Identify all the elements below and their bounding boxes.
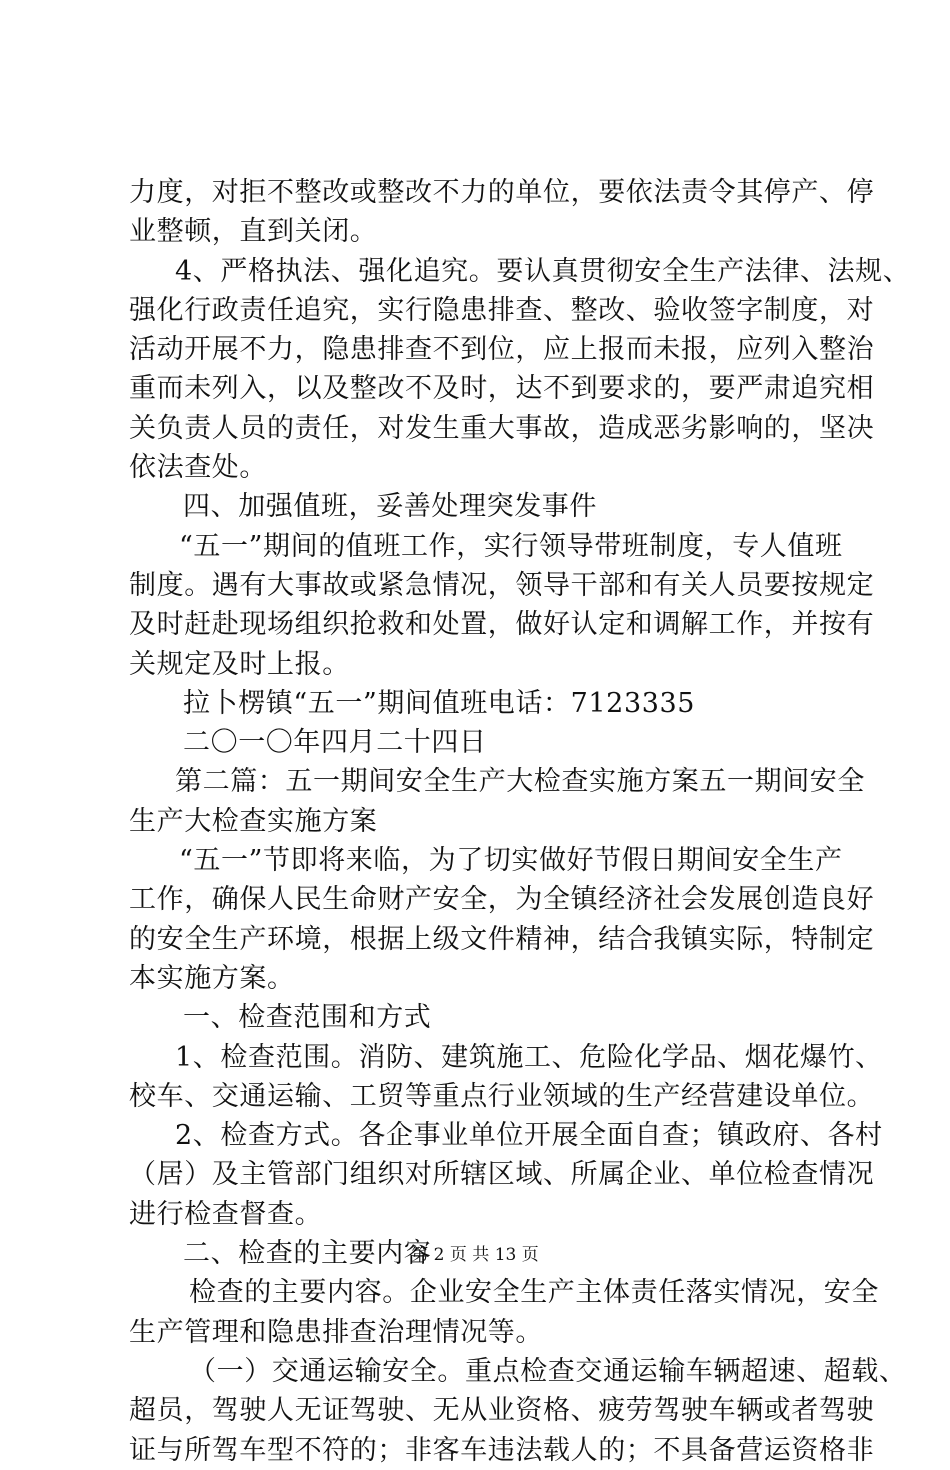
- text-line: 强化行政责任追究，实行隐患排查、整改、验收签字制度，对: [129, 294, 875, 326]
- text-line: 证与所驾车型不符的；非客车违法载人的；不具备营运资格非: [129, 1434, 875, 1466]
- text-line: 检查的主要内容。企业安全生产主体责任落实情况，安全: [189, 1277, 879, 1309]
- chapter-title-continued: 生产大检查实施方案: [129, 805, 378, 837]
- subsection-line: （一）交通运输安全。重点检查交通运输车辆超速、超载、: [189, 1355, 907, 1387]
- section-heading: 一、检查范围和方式: [183, 1002, 432, 1034]
- document-body: [129, 173, 911, 1470]
- chapter-title: 第二篇：五一期间安全生产大检查实施方案五一期间安全: [175, 766, 865, 798]
- text-line: 的安全生产环境，根据上级文件精神，结合我镇实际，特制定: [129, 923, 875, 955]
- section-heading: 四、加强值班，妥善处理突发事件: [183, 491, 597, 523]
- text-line: 生产管理和隐患排查治理情况等。: [129, 1316, 543, 1348]
- text-line: 关负责人员的责任，对发生重大事故，造成恶劣影响的，坚决: [129, 412, 875, 444]
- text-line: 工作，确保人民生命财产安全，为全镇经济社会发展创造良好: [129, 884, 875, 916]
- text-line: 重而未列入，以及整改不及时，达不到要求的，要严肃追究相: [129, 373, 875, 405]
- text-line: 2、检查方式。各企事业单位开展全面自查；镇政府、各村: [175, 1120, 883, 1152]
- text-line: 1、检查范围。消防、建筑施工、危险化学品、烟花爆竹、: [175, 1041, 883, 1073]
- text-line: 业整顿，直到关闭。: [129, 216, 378, 248]
- text-line: 进行检查督查。: [129, 1198, 323, 1230]
- text-line: 超员，驾驶人无证驾驶、无从业资格、疲劳驾驶车辆或者驾驶: [129, 1395, 875, 1427]
- page-number-footer: 第 2 页 共 13 页: [411, 1245, 539, 1265]
- text-line: “五一”节即将来临，为了切实做好节假日期间安全生产: [179, 845, 843, 877]
- text-line: 关规定及时上报。: [129, 648, 350, 680]
- text-line: 制度。遇有大事故或紧急情况，领导干部和有关人员要按规定: [129, 569, 875, 601]
- text-line: 本实施方案。: [129, 962, 295, 994]
- duty-phone-line: 拉卜楞镇“五一”期间值班电话：7123335: [183, 687, 696, 719]
- text-line: 依法查处。: [129, 452, 267, 484]
- text-line: 及时赶赴现场组织抢救和处置，做好认定和调解工作，并按有: [129, 609, 875, 641]
- text-line: “五一”期间的值班工作，实行领导带班制度，专人值班: [179, 530, 843, 562]
- section-heading: 二、检查的主要内容: [183, 1238, 432, 1270]
- text-line: 力度，对拒不整改或整改不力的单位，要依法责令其停产、停: [129, 177, 875, 208]
- text-line: 校车、交通运输、工贸等重点行业领域的生产经营建设单位。: [129, 1080, 875, 1112]
- text-line: 活动开展不力，隐患排查不到位，应上报而未报，应列入整治: [129, 334, 875, 366]
- date-line: 二〇一〇年四月二十四日: [183, 727, 487, 759]
- text-line: （居）及主管部门组织对所辖区域、所属企业、单位检查情况: [129, 1159, 875, 1191]
- text-line: 4、严格执法、强化追究。要认真贯彻安全生产法律、法规、: [175, 255, 911, 287]
